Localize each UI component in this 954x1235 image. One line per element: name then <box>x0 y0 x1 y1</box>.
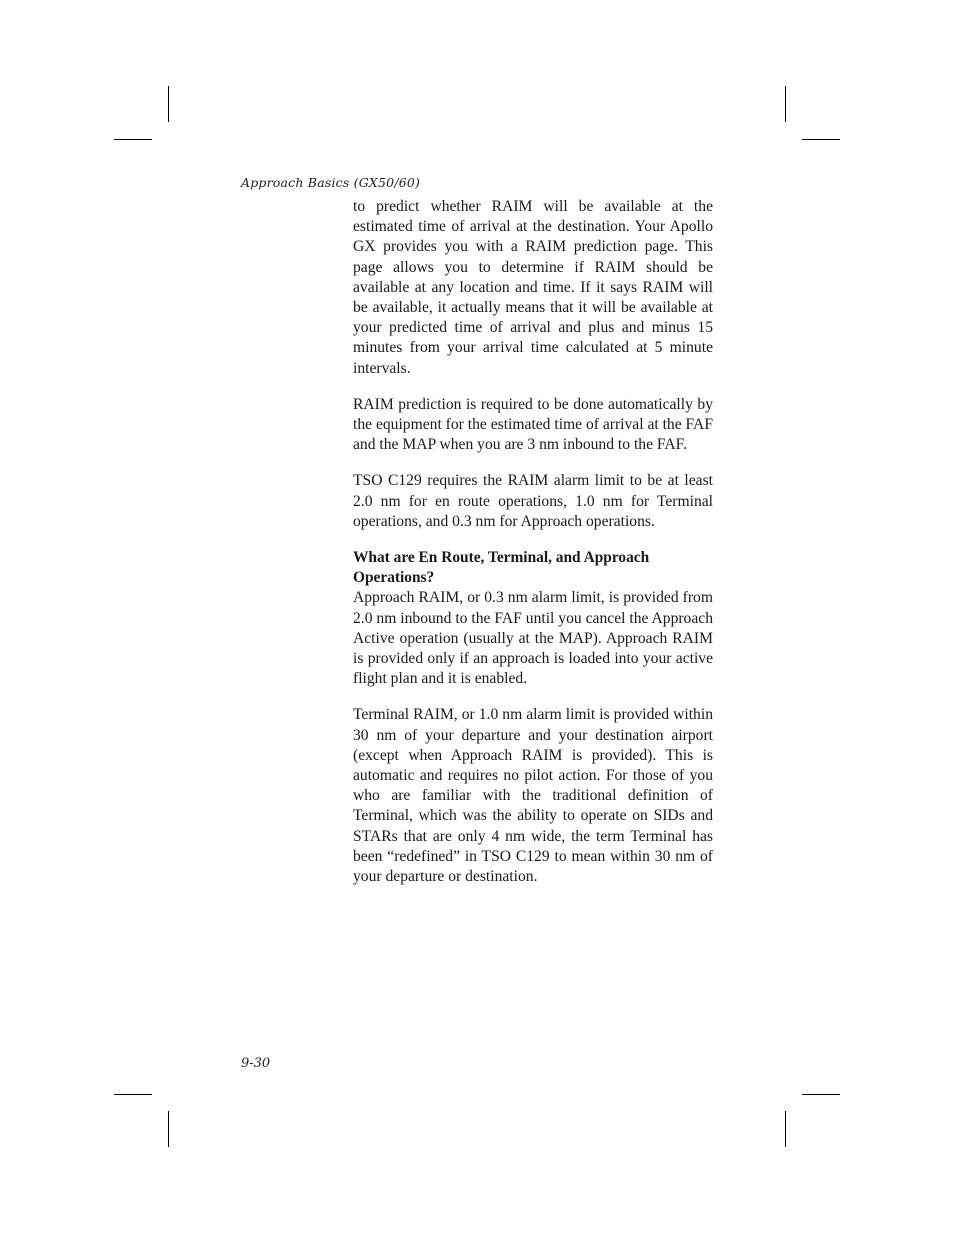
page-number: 9-30 <box>241 1056 271 1071</box>
paragraph-tso-alarm-limits: TSO C129 requires the RAIM alarm limit to be at least 2.0 nm for en route operations, 1.0 nm for Terminal operations, and 0.3 nm for Approach operations. <box>353 472 713 530</box>
crop-mark-top-left-vertical <box>168 86 169 122</box>
crop-mark-bottom-left-horizontal <box>114 1094 152 1095</box>
running-header: Approach Basics (GX50/60) <box>241 175 421 190</box>
body-column <box>353 197 713 903</box>
paragraph-raim-automatic-prediction: RAIM prediction is required to be done automatically by the equipment for the estimated time of arrival at the FAF and the MAP when you are 3 nm inbound to the FAF. <box>353 395 713 454</box>
crop-mark-bottom-right-horizontal <box>802 1094 840 1095</box>
crop-mark-bottom-left-vertical <box>168 1111 169 1147</box>
paragraph-terminal-raim: Terminal RAIM, or 1.0 nm alarm limit is provided within 30 nm of your departure and your destination airport (except when Approach RAIM is provided). This is automatic and requires no pilot action. For those of you who are familiar with the traditional definition of Terminal, which was the ability to operate on SIDs and STARs that are only 4 nm wide, the term Terminal has been “redefined” in TSO C129 to mean within 30 nm of your departure or destination. <box>353 706 713 886</box>
crop-mark-top-right-vertical <box>785 86 786 122</box>
crop-mark-bottom-right-vertical <box>785 1111 786 1147</box>
paragraph-approach-raim: Approach RAIM, or 0.3 nm alarm limit, is provided from 2.0 nm inbound to the FAF until you cancel the Approach Active operation (usually at the MAP). Approach RAIM is provided only if an approach is loaded into your active flight plan and it is enabled. <box>353 589 713 688</box>
paragraph-raim-prediction-page: to predict whether RAIM will be available at the estimated time of arrival at the destination. Your Apollo GX provides you with a RAIM prediction page. This page allows you to determine if RAIM should be available at any location and time. If it says RAIM will be available, it actually means that it will be available at your predicted time of arrival and plus and minus 15 minutes from your arrival time calculated at 5 minute intervals. <box>353 198 713 377</box>
section-heading: What are En Route, Terminal, and Approach Operations? <box>353 549 650 587</box>
crop-mark-top-left-horizontal <box>114 139 152 140</box>
crop-mark-top-right-horizontal <box>802 139 840 140</box>
